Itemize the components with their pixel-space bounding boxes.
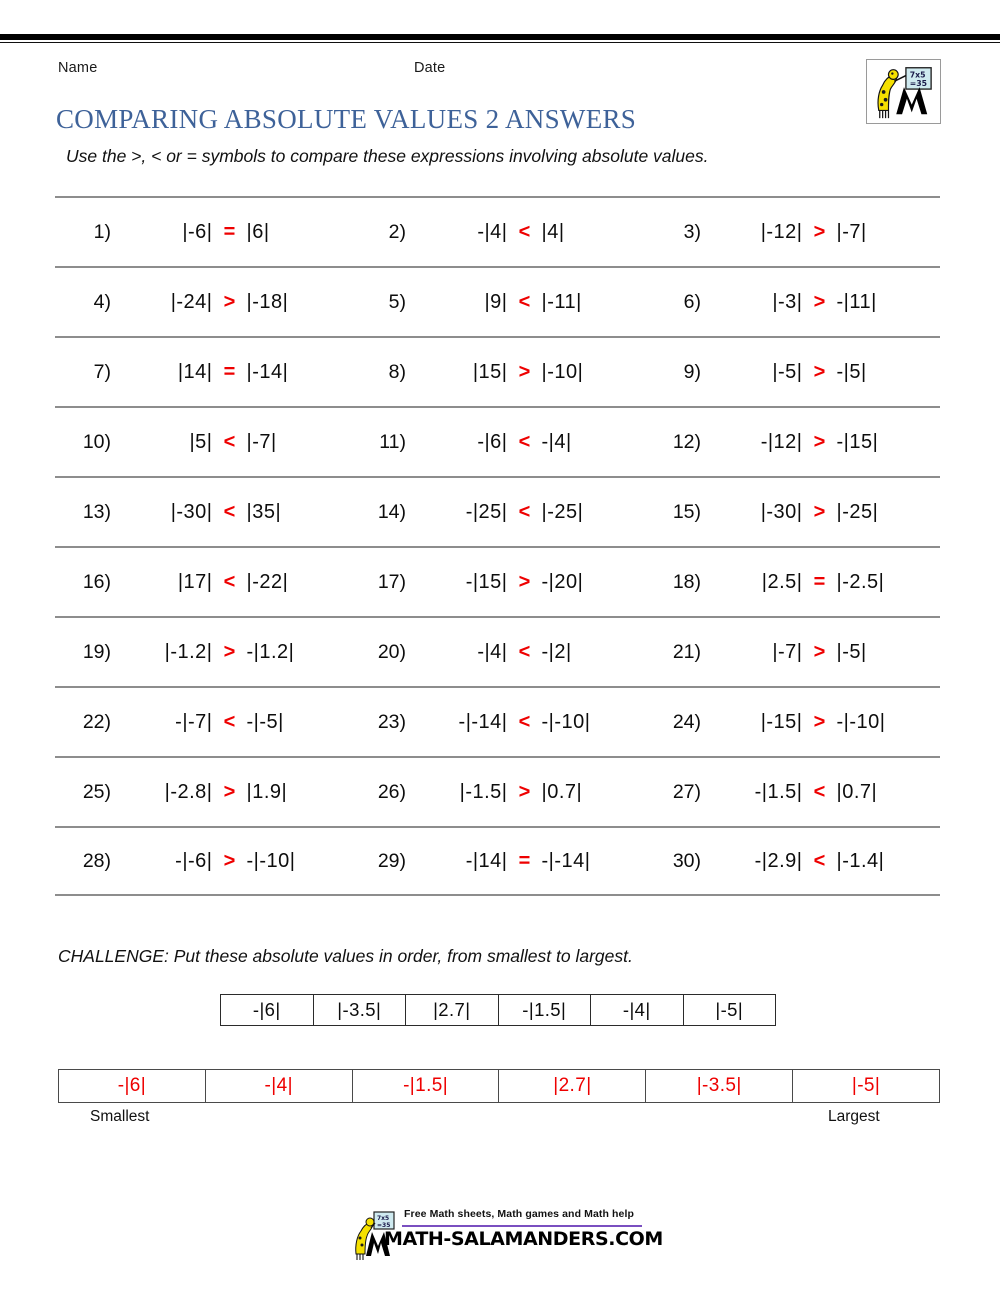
comparison-operator-answer[interactable]: > bbox=[813, 430, 826, 453]
problem-number: 8) bbox=[388, 360, 406, 383]
problem-item bbox=[55, 548, 350, 616]
right-expression: |1.9| bbox=[246, 780, 288, 803]
problem-item bbox=[350, 688, 645, 756]
problem-row bbox=[55, 266, 940, 336]
problem-item bbox=[55, 338, 350, 406]
problem-expression bbox=[705, 781, 940, 804]
comparison-operator-answer[interactable]: > bbox=[813, 220, 826, 243]
comparison-operator-answer[interactable]: > bbox=[223, 780, 236, 803]
problem-expression bbox=[115, 501, 350, 524]
problem-number: 3) bbox=[683, 220, 701, 243]
left-expression: |-30| bbox=[760, 500, 803, 523]
problem-number: 7) bbox=[93, 360, 111, 383]
problem-number: 5) bbox=[388, 290, 406, 313]
footer-rule bbox=[402, 1225, 642, 1227]
problem-number: 29) bbox=[377, 849, 406, 872]
comparison-operator-answer[interactable]: = bbox=[813, 570, 826, 593]
problem-item bbox=[350, 758, 645, 826]
right-expression: |-14| bbox=[246, 360, 289, 383]
challenge-given-values-row bbox=[220, 994, 776, 1026]
comparison-operator-answer[interactable]: < bbox=[518, 290, 531, 313]
comparison-operator-answer[interactable]: < bbox=[518, 430, 531, 453]
largest-label: Largest bbox=[828, 1108, 880, 1125]
problem-expression bbox=[115, 850, 350, 873]
right-expression: -|4| bbox=[541, 430, 572, 453]
right-expression: -|1.2| bbox=[246, 640, 295, 663]
challenge-given-cell: -|4| bbox=[591, 995, 684, 1025]
problem-expression bbox=[705, 571, 940, 594]
right-expression: -|-14| bbox=[541, 849, 591, 872]
problem-number: 25) bbox=[82, 780, 111, 803]
problem-item bbox=[645, 338, 940, 406]
problem-number: 12) bbox=[672, 430, 701, 453]
problem-item bbox=[350, 338, 645, 406]
left-expression: -|6| bbox=[477, 430, 508, 453]
left-expression: |-7| bbox=[772, 640, 803, 663]
problem-item bbox=[645, 688, 940, 756]
left-expression: -|25| bbox=[465, 500, 508, 523]
right-expression: |-7| bbox=[836, 220, 867, 243]
problem-row bbox=[55, 826, 940, 896]
problem-number: 20) bbox=[377, 640, 406, 663]
problems-grid bbox=[55, 196, 940, 896]
challenge-answer-cell[interactable]: -|1.5| bbox=[353, 1070, 500, 1102]
left-expression: -|15| bbox=[465, 570, 508, 593]
comparison-operator-answer[interactable]: = bbox=[518, 849, 531, 872]
comparison-operator-answer[interactable]: < bbox=[518, 710, 531, 733]
problem-expression bbox=[410, 291, 645, 314]
right-expression: |-2.5| bbox=[836, 570, 885, 593]
problem-row bbox=[55, 196, 940, 266]
right-expression: -|-5| bbox=[246, 710, 284, 733]
problem-expression bbox=[705, 711, 940, 734]
page-title: COMPARING ABSOLUTE VALUES 2 ANSWERS bbox=[56, 104, 637, 134]
left-expression: -|12| bbox=[760, 430, 803, 453]
left-expression: -|4| bbox=[477, 220, 508, 243]
right-expression: -|15| bbox=[836, 430, 879, 453]
left-expression: |-3| bbox=[772, 290, 803, 313]
right-expression: -|2| bbox=[541, 640, 572, 663]
left-expression: |9| bbox=[484, 290, 508, 313]
problem-expression bbox=[705, 361, 940, 384]
challenge-answer-cell[interactable]: -|6| bbox=[59, 1070, 206, 1102]
problem-expression bbox=[410, 641, 645, 664]
comparison-operator-answer[interactable]: < bbox=[518, 220, 531, 243]
problem-row bbox=[55, 546, 940, 616]
problem-item bbox=[350, 618, 645, 686]
problem-item bbox=[350, 198, 645, 266]
problem-number: 24) bbox=[672, 710, 701, 733]
problem-expression bbox=[705, 850, 940, 873]
problem-expression bbox=[410, 431, 645, 454]
smallest-label: Smallest bbox=[90, 1108, 150, 1125]
problem-expression bbox=[115, 781, 350, 804]
left-expression: |-6| bbox=[182, 220, 213, 243]
problem-expression bbox=[705, 221, 940, 244]
left-expression: |2.5| bbox=[761, 570, 803, 593]
left-expression: |-1.2| bbox=[164, 640, 213, 663]
left-expression: |-1.5| bbox=[459, 780, 508, 803]
comparison-operator-answer[interactable]: < bbox=[813, 849, 826, 872]
problem-expression bbox=[115, 291, 350, 314]
problem-expression bbox=[410, 711, 645, 734]
left-expression: -|-7| bbox=[175, 710, 213, 733]
problem-item bbox=[645, 548, 940, 616]
comparison-operator-answer[interactable]: < bbox=[813, 780, 826, 803]
problem-expression bbox=[410, 501, 645, 524]
comparison-operator-answer[interactable]: > bbox=[518, 780, 531, 803]
right-expression: |-18| bbox=[246, 290, 289, 313]
footer-tagline: Free Math sheets, Math games and Math help bbox=[404, 1208, 634, 1220]
problem-expression bbox=[115, 571, 350, 594]
problem-number: 9) bbox=[683, 360, 701, 383]
comparison-operator-answer[interactable]: < bbox=[223, 430, 236, 453]
right-expression: -|5| bbox=[836, 360, 867, 383]
right-expression: |-5| bbox=[836, 640, 867, 663]
problem-row bbox=[55, 756, 940, 826]
left-expression: |-5| bbox=[772, 360, 803, 383]
problem-expression bbox=[410, 781, 645, 804]
right-expression: |-11| bbox=[541, 290, 582, 313]
problem-item bbox=[645, 198, 940, 266]
problem-expression bbox=[705, 501, 940, 524]
problem-item bbox=[350, 548, 645, 616]
problem-expression bbox=[705, 641, 940, 664]
site-footer bbox=[352, 1206, 663, 1268]
problem-number: 15) bbox=[672, 500, 701, 523]
right-expression: |-10| bbox=[541, 360, 584, 383]
problem-item bbox=[55, 268, 350, 336]
problem-item bbox=[350, 478, 645, 546]
problem-expression bbox=[705, 431, 940, 454]
comparison-operator-answer[interactable]: > bbox=[813, 710, 826, 733]
problem-item bbox=[645, 408, 940, 476]
giraffe-logo-icon bbox=[867, 60, 940, 123]
date-label: Date bbox=[414, 60, 446, 76]
left-expression: |-24| bbox=[170, 290, 213, 313]
problem-item bbox=[645, 758, 940, 826]
challenge-given-cell: |-5| bbox=[715, 999, 744, 1020]
comparison-operator-answer[interactable]: < bbox=[518, 640, 531, 663]
problem-row bbox=[55, 406, 940, 476]
math-salamanders-logo bbox=[866, 59, 941, 124]
svg-text:=35: =35 bbox=[909, 79, 928, 89]
challenge-answer-cell[interactable]: |-3.5| bbox=[646, 1070, 793, 1102]
challenge-answer-cell[interactable]: |2.7| bbox=[499, 1070, 646, 1102]
right-expression: -|20| bbox=[541, 570, 584, 593]
problem-expression bbox=[115, 641, 350, 664]
right-expression: -|-10| bbox=[836, 710, 886, 733]
problem-number: 14) bbox=[377, 500, 406, 523]
problem-item bbox=[645, 618, 940, 686]
challenge-given-cell: |2.7| bbox=[406, 995, 499, 1025]
comparison-operator-answer[interactable]: > bbox=[223, 640, 236, 663]
problem-number: 21) bbox=[672, 640, 701, 663]
problem-number: 11) bbox=[379, 430, 406, 453]
problem-item bbox=[350, 408, 645, 476]
challenge-given-cell: -|1.5| bbox=[499, 995, 592, 1025]
comparison-operator-answer[interactable]: < bbox=[518, 500, 531, 523]
challenge-prompt: CHALLENGE: Put these absolute values in order, from smallest to largest. bbox=[58, 946, 633, 966]
problem-number: 2) bbox=[388, 220, 406, 243]
left-expression: |5| bbox=[189, 430, 213, 453]
challenge-given-cell: |-3.5| bbox=[314, 995, 407, 1025]
problem-number: 1) bbox=[93, 220, 111, 243]
right-expression: |-22| bbox=[246, 570, 289, 593]
comparison-operator-answer[interactable]: > bbox=[813, 290, 826, 313]
problem-number: 4) bbox=[93, 290, 111, 313]
problem-item bbox=[55, 408, 350, 476]
problem-number: 28) bbox=[82, 849, 111, 872]
comparison-operator-answer[interactable]: < bbox=[223, 710, 236, 733]
comparison-operator-answer[interactable]: > bbox=[223, 290, 236, 313]
comparison-operator-answer[interactable]: < bbox=[223, 570, 236, 593]
problem-item bbox=[55, 758, 350, 826]
problem-number: 13) bbox=[82, 500, 111, 523]
comparison-operator-answer[interactable]: > bbox=[518, 360, 531, 383]
problem-expression bbox=[410, 221, 645, 244]
problem-item bbox=[350, 828, 645, 894]
left-expression: -|4| bbox=[477, 640, 508, 663]
problem-item bbox=[645, 828, 940, 894]
left-expression: -|1.5| bbox=[754, 780, 803, 803]
problem-number: 22) bbox=[82, 710, 111, 733]
left-expression: -|2.9| bbox=[754, 849, 803, 872]
comparison-operator-answer[interactable]: > bbox=[813, 500, 826, 523]
challenge-answer-cell[interactable]: -|4| bbox=[206, 1070, 353, 1102]
svg-text:7x5: 7x5 bbox=[377, 1215, 390, 1222]
page-top-rule bbox=[0, 34, 1000, 40]
problem-expression bbox=[115, 361, 350, 384]
header-meta-row bbox=[58, 60, 938, 80]
comparison-operator-answer[interactable]: = bbox=[223, 220, 236, 243]
comparison-operator-answer[interactable]: > bbox=[813, 360, 826, 383]
svg-text:=35: =35 bbox=[377, 1222, 391, 1229]
problem-expression bbox=[115, 711, 350, 734]
right-expression: -|-10| bbox=[246, 849, 296, 872]
right-expression: |4| bbox=[541, 220, 565, 243]
right-expression: |6| bbox=[246, 220, 270, 243]
problem-number: 10) bbox=[82, 430, 111, 453]
right-expression: |0.7| bbox=[541, 780, 583, 803]
left-expression: |-12| bbox=[760, 220, 803, 243]
right-expression: |-7| bbox=[246, 430, 277, 453]
right-expression: |0.7| bbox=[836, 780, 878, 803]
right-expression: -|-10| bbox=[541, 710, 591, 733]
problem-row bbox=[55, 686, 940, 756]
page-top-rule-thin bbox=[0, 42, 1000, 43]
problem-number: 19) bbox=[82, 640, 111, 663]
left-expression: |14| bbox=[177, 360, 213, 383]
right-expression: |-25| bbox=[541, 500, 584, 523]
problem-number: 18) bbox=[672, 570, 701, 593]
left-expression: |-15| bbox=[760, 710, 803, 733]
name-label: Name bbox=[58, 60, 98, 76]
left-expression: |15| bbox=[472, 360, 508, 383]
problem-item bbox=[55, 198, 350, 266]
challenge-answer-row bbox=[58, 1069, 940, 1103]
comparison-operator-answer[interactable]: > bbox=[813, 640, 826, 663]
challenge-given-cell: -|6| bbox=[221, 995, 314, 1025]
problem-item bbox=[55, 688, 350, 756]
left-expression: |-2.8| bbox=[164, 780, 213, 803]
right-expression: |-1.4| bbox=[836, 849, 885, 872]
problem-expression bbox=[410, 571, 645, 594]
problem-number: 23) bbox=[377, 710, 406, 733]
problem-expression bbox=[410, 361, 645, 384]
comparison-operator-answer[interactable]: > bbox=[518, 570, 531, 593]
problem-number: 16) bbox=[82, 570, 111, 593]
problem-number: 17) bbox=[377, 570, 406, 593]
problem-item bbox=[55, 828, 350, 894]
problem-number: 6) bbox=[683, 290, 701, 313]
problem-item bbox=[645, 268, 940, 336]
comparison-operator-answer[interactable]: < bbox=[223, 500, 236, 523]
right-expression: -|11| bbox=[836, 290, 877, 313]
problem-expression bbox=[115, 431, 350, 454]
problem-row bbox=[55, 616, 940, 686]
problem-item bbox=[55, 478, 350, 546]
problem-number: 27) bbox=[672, 780, 701, 803]
left-expression: |17| bbox=[177, 570, 213, 593]
comparison-operator-answer[interactable]: > bbox=[223, 849, 236, 872]
left-expression: -|14| bbox=[465, 849, 508, 872]
problem-item bbox=[350, 268, 645, 336]
problem-expression bbox=[115, 221, 350, 244]
comparison-operator-answer[interactable]: = bbox=[223, 360, 236, 383]
problem-number: 30) bbox=[672, 849, 701, 872]
right-expression: |-25| bbox=[836, 500, 879, 523]
left-expression: -|-6| bbox=[175, 849, 213, 872]
svg-text:7x5: 7x5 bbox=[909, 70, 926, 80]
problem-expression bbox=[410, 850, 645, 873]
right-expression: |35| bbox=[246, 500, 282, 523]
problem-number: 26) bbox=[377, 780, 406, 803]
problem-expression bbox=[705, 291, 940, 314]
problem-item bbox=[55, 618, 350, 686]
problem-row bbox=[55, 476, 940, 546]
challenge-answer-cell[interactable]: |-5| bbox=[851, 1075, 881, 1096]
left-expression: |-30| bbox=[170, 500, 213, 523]
problem-row bbox=[55, 336, 940, 406]
instructions-text: Use the >, < or = symbols to compare these expressions involving absolute values. bbox=[66, 146, 709, 166]
problem-item bbox=[645, 478, 940, 546]
footer-domain-text: MATH-SALAMANDERS.COM bbox=[384, 1228, 663, 1250]
left-expression: -|-14| bbox=[458, 710, 508, 733]
